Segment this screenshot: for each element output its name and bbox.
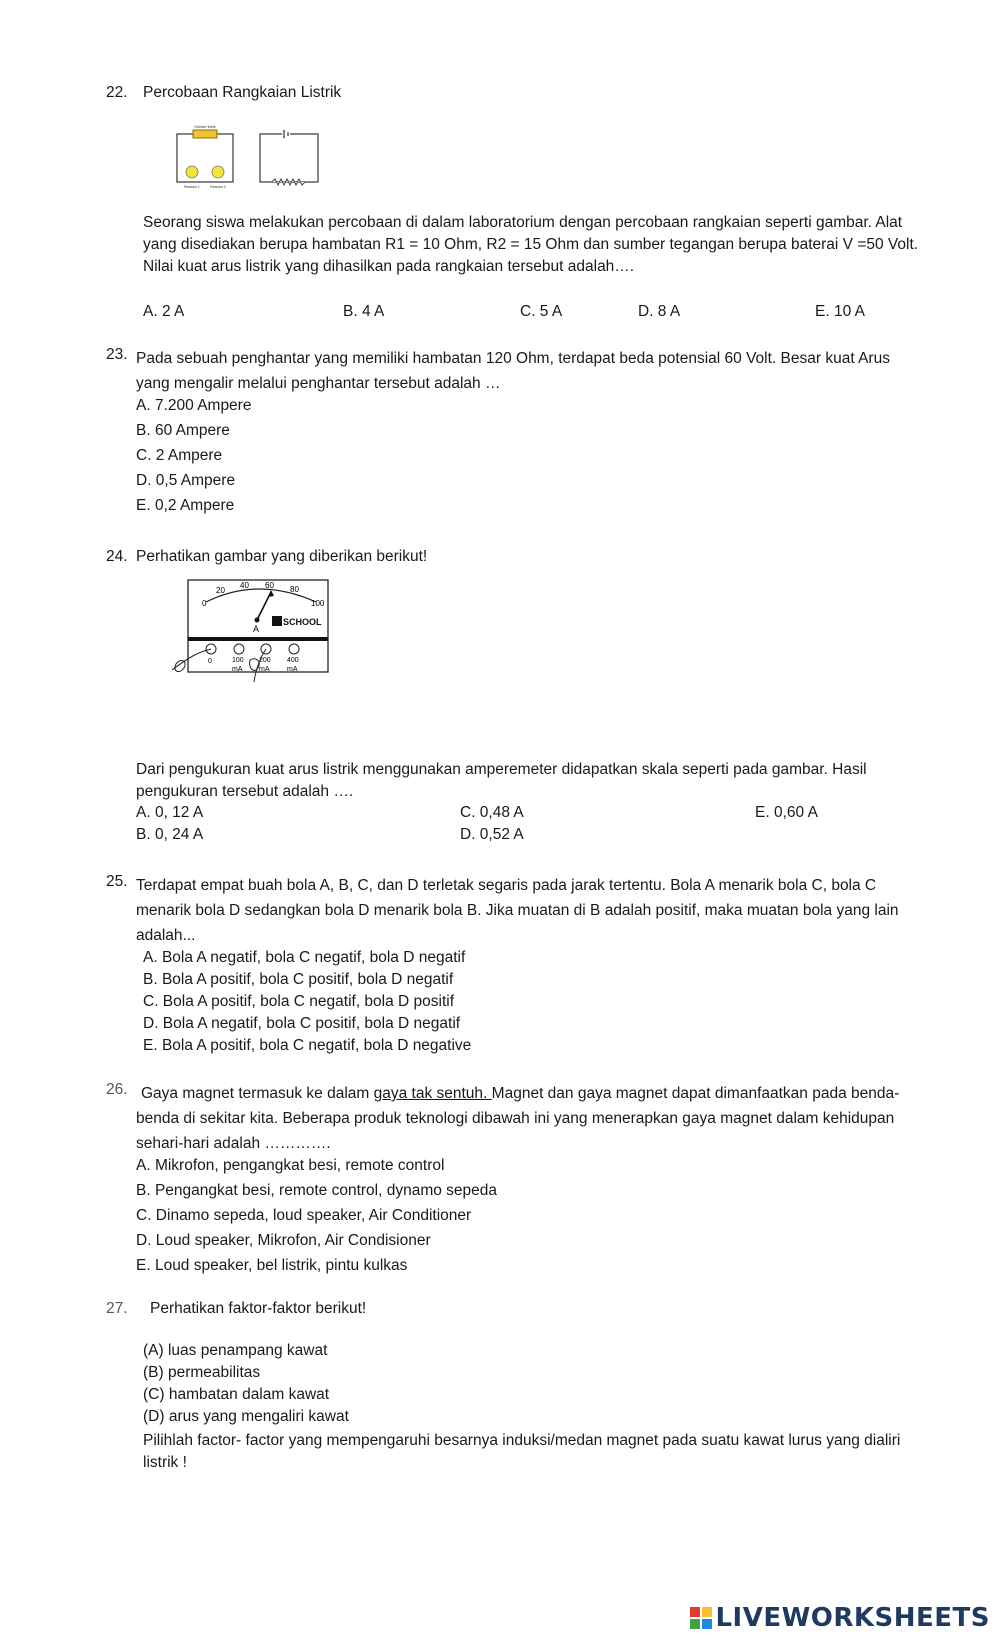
question-22-option-b[interactable]: B. 4 A: [343, 303, 385, 320]
question-24-option-d[interactable]: D. 0,52 A: [460, 826, 524, 843]
liveworksheets-logo[interactable]: [690, 1603, 990, 1633]
question-26-option-d[interactable]: D. Loud speaker, Mikrofon, Air Condisioner: [136, 1232, 431, 1249]
question-27-number: 27.: [106, 1300, 128, 1317]
ammeter-figure: [168, 578, 330, 686]
lamp-1: [186, 166, 198, 178]
question-27-body: Pilihlah factor- factor yang mempengaruhi besarnya induksi/medan magnet pada suatu kawat lurus yang dialiri listrik !: [143, 1432, 901, 1471]
terminal-unit-200: mA: [259, 666, 270, 673]
question-24-option-a[interactable]: A. 0, 12 A: [136, 804, 204, 821]
question-26-option-b[interactable]: B. Pengangkat besi, remote control, dynamo sepeda: [136, 1182, 498, 1199]
circuit-figure: [172, 124, 324, 190]
question-25-option-a[interactable]: A. Bola A negatif, bola C negatif, bola D negatif: [143, 949, 466, 966]
question-27-item-c: (C) hambatan dalam kawat: [143, 1386, 330, 1403]
terminal-label-200: 200: [259, 657, 271, 664]
question-25-option-e[interactable]: E. Bola A positif, bola C negatif, bola D negative: [143, 1037, 472, 1054]
question-22-body: Seorang siswa melakukan percobaan di dalam laboratorium dengan percobaan rangkaian seperti gambar. Alat yang disediakan berupa hambatan R1 = 10 Ohm, R2 = 15 Ohm dan sumber tegangan berupa baterai V =50 Volt. Nilai kuat arus listrik yang dihasilkan pada rangkaian tersebut adalah….: [143, 214, 919, 275]
question-22-option-d[interactable]: D. 8 A: [638, 303, 681, 320]
scale-label-0: 0: [202, 599, 207, 608]
terminal-label-100: 100: [232, 657, 244, 664]
question-23-body: Pada sebuah penghantar yang memiliki hambatan 120 Ohm, terdapat beda potensial 60 Volt. Besar kuat Arus yang mengalir melalui penghantar tersebut adalah …: [136, 350, 890, 392]
question-27-item-a: (A) luas penampang kawat: [143, 1342, 328, 1359]
question-25-option-d[interactable]: D. Bola A negatif, bola C positif, bola D negatif: [143, 1015, 461, 1032]
question-26-body-post: Magnet dan gaya magnet dapat dimanfaatkan pada benda-benda di sekitar kita. Beberapa produk teknologi dibawah ini yang menerapkan gaya magnet dalam kehidupan sehari-hari adalah ………….: [136, 1085, 900, 1152]
question-22-option-a[interactable]: A. 2 A: [143, 303, 185, 320]
question-23-number: 23.: [106, 346, 128, 363]
question-25-option-b[interactable]: B. Bola A positif, bola C positif, bola D negatif: [143, 971, 454, 988]
question-22-option-c[interactable]: C. 5 A: [520, 303, 563, 320]
question-26-underlined-term: gaya tak sentuh.: [373, 1085, 492, 1102]
meter-unit: A: [253, 624, 260, 634]
question-23-option-b[interactable]: B. 60 Ampere: [136, 422, 230, 439]
question-27-item-d: (D) arus yang mengaliri kawat: [143, 1408, 349, 1425]
terminal-label-0: 0: [208, 658, 212, 665]
question-22-option-e[interactable]: E. 10 A: [815, 303, 865, 320]
question-26-option-c[interactable]: C. Dinamo sepeda, loud speaker, Air Conditioner: [136, 1207, 472, 1224]
question-23-option-d[interactable]: D. 0,5 Ampere: [136, 472, 236, 489]
circuit-label-source: Sumber listrik: [194, 125, 216, 129]
terminal-unit-100: mA: [232, 666, 243, 673]
question-26-body-pre: Gaya magnet termasuk ke dalam: [141, 1085, 374, 1102]
terminal-label-400: 400: [287, 657, 299, 664]
question-24-title: Perhatikan gambar yang diberikan berikut!: [136, 548, 428, 565]
circuit-label-resistor-1: Resistor 1: [184, 185, 200, 189]
resistor-symbol: [272, 179, 305, 185]
circuit-label-resistor-2: Resistor 2: [210, 185, 226, 189]
question-25-number: 25.: [106, 873, 128, 890]
question-22-title: Percobaan Rangkaian Listrik: [143, 84, 342, 101]
question-22-number: 22.: [106, 84, 128, 101]
question-26-number: 26.: [106, 1081, 128, 1098]
terminal-unit-400: mA: [287, 666, 298, 673]
question-26-option-e[interactable]: E. Loud speaker, bel listrik, pintu kulkas: [136, 1257, 408, 1274]
liveworksheets-logo-text: LIVEWORKSHEETS: [715, 1603, 990, 1633]
question-23-option-c[interactable]: C. 2 Ampere: [136, 447, 223, 464]
lamp-2: [212, 166, 224, 178]
question-26-option-a[interactable]: A. Mikrofon, pengangkat besi, remote control: [136, 1157, 445, 1174]
question-27-item-b: (B) permeabilitas: [143, 1364, 261, 1381]
question-23-option-a[interactable]: A. 7.200 Ampere: [136, 397, 252, 414]
question-24-body: Dari pengukuran kuat arus listrik menggunakan amperemeter didapatkan skala seperti pada gambar. Hasil pengukuran tersebut adalah ….: [136, 761, 867, 800]
question-24-number: 24.: [106, 548, 128, 565]
scale-label-20: 20: [216, 586, 225, 595]
question-25-option-c[interactable]: C. Bola A positif, bola C negatif, bola D positif: [143, 993, 455, 1010]
scale-label-60: 60: [265, 581, 274, 590]
question-24-option-c[interactable]: C. 0,48 A: [460, 804, 524, 821]
scale-label-80: 80: [290, 585, 299, 594]
scale-label-100: 100: [311, 599, 325, 608]
question-27-title: Perhatikan faktor-faktor berikut!: [150, 1300, 367, 1317]
question-24-option-b[interactable]: B. 0, 24 A: [136, 826, 204, 843]
question-25-body: Terdapat empat buah bola A, B, C, dan D terletak segaris pada jarak tertentu. Bola A menarik bola C, bola C menarik bola D sedangkan bola D menarik bola B. Jika muatan di B adalah positif, maka muatan bola yang lain adalah...: [136, 877, 899, 944]
meter-brand: SCHOOL: [283, 617, 322, 627]
question-26-body: [136, 1081, 923, 1156]
liveworksheets-logo-icon: [690, 1607, 712, 1629]
question-23-option-e[interactable]: E. 0,2 Ampere: [136, 497, 235, 514]
question-24-option-e[interactable]: E. 0,60 A: [755, 804, 818, 821]
scale-label-40: 40: [240, 581, 249, 590]
